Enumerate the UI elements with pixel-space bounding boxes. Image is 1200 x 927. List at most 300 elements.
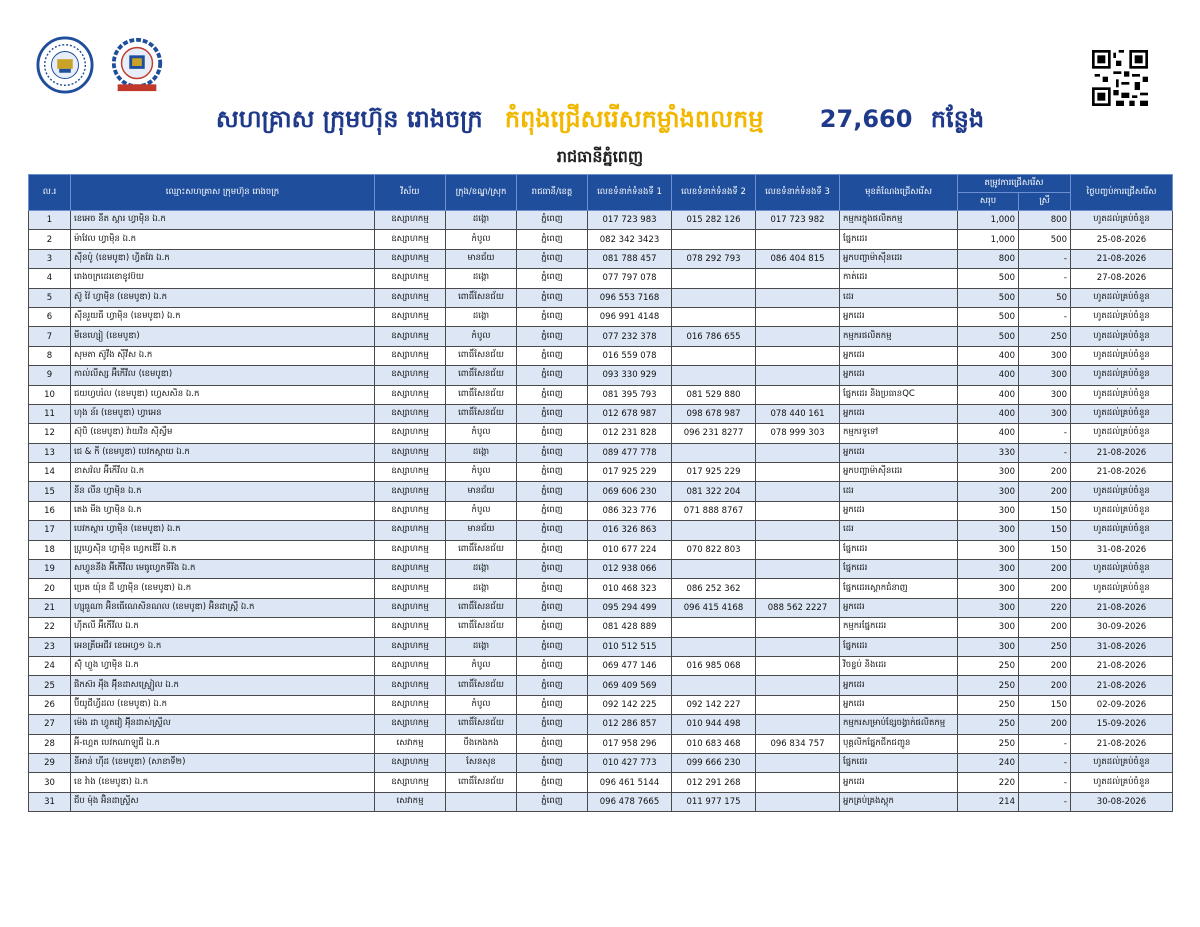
cell-province: ភ្នំពេញ	[517, 463, 588, 482]
cell-sector: ឧស្សាហកម្ម	[375, 424, 446, 443]
cell-position: កម្មករទូទៅ	[840, 424, 958, 443]
cell-female: -	[1019, 307, 1071, 326]
cell-position: អ្នកដេរ	[840, 598, 958, 617]
cell-district: ដង្កោ	[446, 211, 517, 230]
cell-company-name: រោងចក្រដេរខោខូវប៊យ	[71, 269, 375, 288]
cell-phone1: 082 342 3423	[588, 230, 672, 249]
cell-province: ភ្នំពេញ	[517, 656, 588, 675]
cell-phone3	[756, 269, 840, 288]
cell-district: ដង្កោ	[446, 443, 517, 462]
cell-phone2: 015 282 126	[672, 211, 756, 230]
cell-province: ភ្នំពេញ	[517, 327, 588, 346]
cell-sector: ឧស្សាហកម្ម	[375, 656, 446, 675]
table-row	[29, 288, 1173, 307]
cell-deadline: ហូតដល់គ្រប់ចំនួន	[1071, 501, 1173, 520]
cell-phone1: 017 723 983	[588, 211, 672, 230]
cell-phone3	[756, 715, 840, 734]
cell-position: អ្នកដេរ	[840, 307, 958, 326]
cell-female: -	[1019, 424, 1071, 443]
page-title	[0, 104, 1200, 139]
table-row	[29, 676, 1173, 695]
header-phone3: លេខទំនាក់ទំនងទី 3	[756, 175, 840, 211]
cell-total: 300	[958, 560, 1019, 579]
cell-company-name: អេនត្រីអេជីវ ខេអេហ្វ១ ឯ.ក	[71, 637, 375, 656]
cell-total: 330	[958, 443, 1019, 462]
cell-female: 200	[1019, 676, 1071, 695]
cell-deadline: 31-08-2026	[1071, 540, 1173, 559]
cell-phone2	[672, 288, 756, 307]
cell-district: បឹងកេងកង	[446, 734, 517, 753]
table-body	[29, 211, 1173, 812]
table-row	[29, 424, 1173, 443]
cell-phone2: 011 977 175	[672, 792, 756, 811]
cell-deadline: ហូតដល់គ្រប់ចំនួន	[1071, 424, 1173, 443]
cell-no: 15	[29, 482, 71, 501]
cell-total: 400	[958, 366, 1019, 385]
cell-phone1: 016 326 863	[588, 521, 672, 540]
cell-phone2	[672, 676, 756, 695]
cell-phone1: 096 478 7665	[588, 792, 672, 811]
cell-female: 200	[1019, 656, 1071, 675]
cell-phone1: 092 142 225	[588, 695, 672, 714]
cell-no: 11	[29, 404, 71, 423]
cell-deadline: 21-08-2026	[1071, 656, 1173, 675]
cell-deadline: ហូតដល់គ្រប់ចំនួន	[1071, 773, 1173, 792]
cell-no: 12	[29, 424, 71, 443]
cell-sector: ឧស្សាហកម្ម	[375, 753, 446, 772]
cell-female: 300	[1019, 346, 1071, 365]
cell-company-name: ប្រេត យ៉ុន ជី ហ្វាម៉ិន (ខេមបូឌា) ឯ.ក	[71, 579, 375, 598]
cell-district	[446, 792, 517, 811]
cell-no: 27	[29, 715, 71, 734]
cell-position: កម្មករផ្នែកដេរ	[840, 618, 958, 637]
cell-position: ផ្នែកដេរ	[840, 230, 958, 249]
cell-phone3	[756, 366, 840, 385]
cell-female: 500	[1019, 230, 1071, 249]
table-row	[29, 211, 1173, 230]
cell-phone1: 069 606 230	[588, 482, 672, 501]
cell-deadline: ហូតដល់គ្រប់ចំនួន	[1071, 579, 1173, 598]
cell-deadline: 15-09-2026	[1071, 715, 1173, 734]
cell-district: ពោធិ៍សែនជ័យ	[446, 346, 517, 365]
cell-company-name: ប្រូហ្វេស៊ិន ហ្វាម៉ិន ហ្វេកឌើរី ឯ.ក	[71, 540, 375, 559]
cell-phone2: 016 985 068	[672, 656, 756, 675]
cell-no: 30	[29, 773, 71, 792]
cell-position: កម្មករផលិតកម្ម	[840, 327, 958, 346]
cell-company-name: ស៊ីនប៉ូ (ខេមបូឌា) ហ្វិតវែរ ឯ.ក	[71, 249, 375, 268]
cell-phone2	[672, 366, 756, 385]
cell-sector: ឧស្សាហកម្ម	[375, 560, 446, 579]
cell-female: -	[1019, 792, 1071, 811]
qr-code-icon[interactable]	[1092, 50, 1148, 106]
cell-no: 18	[29, 540, 71, 559]
cell-phone2	[672, 346, 756, 365]
cell-phone3	[756, 385, 840, 404]
cell-phone2: 012 291 268	[672, 773, 756, 792]
header-district: ក្រុង/ខណ្ឌ/ស្រុក	[446, 175, 517, 211]
cell-position: ផ្នែកដេរ	[840, 637, 958, 656]
cell-district: កំបូល	[446, 327, 517, 346]
cell-female: -	[1019, 753, 1071, 772]
cell-position: កម្មករក្នុងផលិតកម្ម	[840, 211, 958, 230]
cell-phone2: 081 322 204	[672, 482, 756, 501]
cell-province: ភ្នំពេញ	[517, 230, 588, 249]
logo-group	[36, 36, 166, 94]
cell-position: កម្មករសម្រាប់ខ្សែចង្វាក់ផលិតកម្ម	[840, 715, 958, 734]
cell-sector: ឧស្សាហកម្ម	[375, 521, 446, 540]
cell-phone3	[756, 501, 840, 520]
cell-sector: សេវាកម្ម	[375, 792, 446, 811]
cell-total: 400	[958, 385, 1019, 404]
cell-phone3	[756, 560, 840, 579]
title-accent: កំពុងជ្រើសរើសកម្លាំងពលកម្ម	[504, 105, 764, 133]
cell-total: 214	[958, 792, 1019, 811]
cell-phone2	[672, 307, 756, 326]
cell-total: 300	[958, 637, 1019, 656]
table-row	[29, 792, 1173, 811]
nea-logo-icon	[108, 36, 166, 94]
cell-female: 150	[1019, 521, 1071, 540]
cell-province: ភ្នំពេញ	[517, 307, 588, 326]
cell-sector: ឧស្សាហកម្ម	[375, 676, 446, 695]
cell-sector: ឧស្សាហកម្ម	[375, 385, 446, 404]
cell-position: ផ្នែកដេរ	[840, 560, 958, 579]
table-row	[29, 560, 1173, 579]
cell-total: 300	[958, 598, 1019, 617]
cell-position: អ្នកដេរ	[840, 501, 958, 520]
cell-female: 200	[1019, 560, 1071, 579]
cell-deadline: 30-09-2026	[1071, 618, 1173, 637]
cell-deadline: 21-08-2026	[1071, 734, 1173, 753]
cell-sector: ឧស្សាហកម្ម	[375, 482, 446, 501]
cell-province: ភ្នំពេញ	[517, 501, 588, 520]
cell-phone1: 017 925 229	[588, 463, 672, 482]
cell-no: 13	[29, 443, 71, 462]
cell-phone1: 081 788 457	[588, 249, 672, 268]
cell-phone1: 010 468 323	[588, 579, 672, 598]
cell-phone3: 078 440 161	[756, 404, 840, 423]
cell-phone1: 012 678 987	[588, 404, 672, 423]
cell-province: ភ្នំពេញ	[517, 540, 588, 559]
cell-female: -	[1019, 443, 1071, 462]
cell-district: ពោធិ៍សែនជ័យ	[446, 618, 517, 637]
cell-phone3	[756, 482, 840, 501]
cell-total: 250	[958, 656, 1019, 675]
table-row	[29, 521, 1173, 540]
table-row	[29, 734, 1173, 753]
cell-position: អ្នកដេរ	[840, 695, 958, 714]
cell-company-name: ជេ & កី (ខេមបូឌា) បេវកស្តាយ ឯ.ក	[71, 443, 375, 462]
table-row	[29, 385, 1173, 404]
cell-phone2: 016 786 655	[672, 327, 756, 346]
cell-sector: ឧស្សាហកម្ម	[375, 540, 446, 559]
cell-phone1: 086 323 776	[588, 501, 672, 520]
cell-company-name: តេង មីង ហ្វាម៉ិន ឯ.ក	[71, 501, 375, 520]
cell-phone1: 096 991 4148	[588, 307, 672, 326]
cell-no: 26	[29, 695, 71, 714]
cell-sector: ឧស្សាហកម្ម	[375, 443, 446, 462]
cell-total: 500	[958, 288, 1019, 307]
cell-district: ពោធិ៍សែនជ័យ	[446, 773, 517, 792]
cell-position: អ្នកគ្រប់គ្រងស្តុក	[840, 792, 958, 811]
cell-district: ដង្កោ	[446, 269, 517, 288]
cell-deadline: ហូតដល់គ្រប់ចំនួន	[1071, 327, 1173, 346]
cell-no: 17	[29, 521, 71, 540]
cell-female: 150	[1019, 501, 1071, 520]
table-row	[29, 404, 1173, 423]
cell-female: 50	[1019, 288, 1071, 307]
cell-female: 150	[1019, 540, 1071, 559]
cell-district: កំបូល	[446, 463, 517, 482]
cell-position: អ្នកបញ្ជាម៉ាស៊ីនដេរ	[840, 249, 958, 268]
cell-female: -	[1019, 269, 1071, 288]
cell-phone2	[672, 230, 756, 249]
cell-position: បុគ្គលិកផ្នែកជីកជញ្ជូន	[840, 734, 958, 753]
cell-female: 220	[1019, 598, 1071, 617]
cell-sector: ឧស្សាហកម្ម	[375, 327, 446, 346]
cell-deadline: ហូតដល់គ្រប់ចំនួន	[1071, 482, 1173, 501]
cell-female: 300	[1019, 404, 1071, 423]
cell-phone2	[672, 618, 756, 637]
cell-province: ភ្នំពេញ	[517, 385, 588, 404]
cell-no: 3	[29, 249, 71, 268]
cell-phone1: 095 294 499	[588, 598, 672, 617]
cell-female: 200	[1019, 482, 1071, 501]
cell-phone1: 017 958 296	[588, 734, 672, 753]
cell-female: 200	[1019, 579, 1071, 598]
cell-deadline: ហូតដល់គ្រប់ចំនួន	[1071, 366, 1173, 385]
cell-female: 200	[1019, 463, 1071, 482]
cell-position: វិចខ្ចប់ និងដេរ	[840, 656, 958, 675]
cell-sector: ឧស្សាហកម្ម	[375, 695, 446, 714]
cell-position: អ្នកដេរ	[840, 346, 958, 365]
cell-district: កំបូល	[446, 230, 517, 249]
cell-province: ភ្នំពេញ	[517, 211, 588, 230]
header-phone1: លេខទំនាក់ទំនងទី 1	[588, 175, 672, 211]
cell-province: ភ្នំពេញ	[517, 269, 588, 288]
header-no: ល.រ	[29, 175, 71, 211]
cell-phone1: 012 231 828	[588, 424, 672, 443]
cell-company-name: ហ៊ីតលី អ៊ីកើវីល ឯ.ក	[71, 618, 375, 637]
cell-female: 300	[1019, 385, 1071, 404]
cell-no: 28	[29, 734, 71, 753]
cell-province: ភ្នំពេញ	[517, 773, 588, 792]
cell-phone3	[756, 753, 840, 772]
cell-total: 300	[958, 482, 1019, 501]
cell-district: ពោធិ៍សែនជ័យ	[446, 366, 517, 385]
cell-deadline: ហូតដល់គ្រប់ចំនួន	[1071, 753, 1173, 772]
cell-position: អ្នកដេរ	[840, 676, 958, 695]
table-row	[29, 501, 1173, 520]
cell-no: 31	[29, 792, 71, 811]
cell-position: ផ្នែកដេរស្តោកជំនាញ	[840, 579, 958, 598]
table-row	[29, 773, 1173, 792]
cell-total: 300	[958, 540, 1019, 559]
cell-province: ភ្នំពេញ	[517, 366, 588, 385]
cell-phone1: 081 428 889	[588, 618, 672, 637]
cell-district: ដង្កោ	[446, 307, 517, 326]
cell-company-name: នីអាន់ ហ៊ីដ (ខេមបូឌា) (សាខាទី២)	[71, 753, 375, 772]
cell-total: 1,000	[958, 211, 1019, 230]
cell-phone3	[756, 288, 840, 307]
cell-phone1: 096 461 5144	[588, 773, 672, 792]
cell-phone1: 077 232 378	[588, 327, 672, 346]
cell-no: 2	[29, 230, 71, 249]
cell-sector: ឧស្សាហកម្ម	[375, 463, 446, 482]
table-row	[29, 753, 1173, 772]
table-row	[29, 463, 1173, 482]
job-table	[28, 174, 1173, 812]
header-phone2: លេខទំនាក់ទំនងទី 2	[672, 175, 756, 211]
cell-sector: ឧស្សាហកម្ម	[375, 404, 446, 423]
cell-province: ភ្នំពេញ	[517, 482, 588, 501]
table-row	[29, 695, 1173, 714]
cell-total: 400	[958, 346, 1019, 365]
cell-total: 240	[958, 753, 1019, 772]
cell-deadline: 02-09-2026	[1071, 695, 1173, 714]
cell-province: ភ្នំពេញ	[517, 618, 588, 637]
cell-phone1: 012 938 066	[588, 560, 672, 579]
cell-phone3	[756, 540, 840, 559]
table-row	[29, 249, 1173, 268]
cell-company-name: ម៉ាវែល ហ្វាម៉ិន ឯ.ក	[71, 230, 375, 249]
cell-no: 6	[29, 307, 71, 326]
cell-sector: ឧស្សាហកម្ម	[375, 773, 446, 792]
cell-phone3	[756, 230, 840, 249]
cell-deadline: 21-08-2026	[1071, 443, 1173, 462]
cell-deadline: 21-08-2026	[1071, 249, 1173, 268]
cell-no: 21	[29, 598, 71, 617]
cell-province: ភ្នំពេញ	[517, 249, 588, 268]
cell-province: ភ្នំពេញ	[517, 792, 588, 811]
total-count: 27,660	[819, 105, 913, 133]
cell-phone2: 099 666 230	[672, 753, 756, 772]
cell-district: ដង្កោ	[446, 637, 517, 656]
cell-total: 500	[958, 307, 1019, 326]
cell-no: 14	[29, 463, 71, 482]
cell-phone1: 077 797 078	[588, 269, 672, 288]
cell-phone3: 088 562 2227	[756, 598, 840, 617]
cell-phone3	[756, 637, 840, 656]
cell-position: ផ្នែកដេរ	[840, 540, 958, 559]
cell-no: 7	[29, 327, 71, 346]
table-row	[29, 327, 1173, 346]
cell-phone2: 010 683 468	[672, 734, 756, 753]
cell-district: កំបូល	[446, 695, 517, 714]
cell-sector: ឧស្សាហកម្ម	[375, 715, 446, 734]
cell-total: 250	[958, 734, 1019, 753]
cell-position: ដេរ	[840, 521, 958, 540]
cell-phone1: 012 286 857	[588, 715, 672, 734]
cell-sector: ឧស្សាហកម្ម	[375, 307, 446, 326]
cell-phone1: 010 512 515	[588, 637, 672, 656]
cell-sector: ឧស្សាហកម្ម	[375, 579, 446, 598]
cell-province: ភ្នំពេញ	[517, 560, 588, 579]
cell-province: ភ្នំពេញ	[517, 753, 588, 772]
cell-no: 25	[29, 676, 71, 695]
cell-deadline: ហូតដល់គ្រប់ចំនួន	[1071, 560, 1173, 579]
cell-total: 220	[958, 773, 1019, 792]
cell-deadline: ហូតដល់គ្រប់ចំនួន	[1071, 385, 1173, 404]
cell-phone3	[756, 618, 840, 637]
cell-female: 300	[1019, 366, 1071, 385]
cell-no: 22	[29, 618, 71, 637]
cell-phone3	[756, 443, 840, 462]
table-header	[29, 175, 1173, 211]
cell-company-name: ស៊ីនរួយធី ហ្វាម៉ិន (ខេមបូឌា) ឯ.ក	[71, 307, 375, 326]
cell-company-name: ហ្សុធួណា អ៊ិនធើណេសិនណល (ខេមបូឌា) អ៊ិនដាស្ត្រី ឯ.ក	[71, 598, 375, 617]
cell-phone2: 098 678 987	[672, 404, 756, 423]
cell-phone2: 096 415 4168	[672, 598, 756, 617]
cell-phone2	[672, 560, 756, 579]
cell-phone2	[672, 269, 756, 288]
cell-sector: ឧស្សាហកម្ម	[375, 269, 446, 288]
cell-phone1: 081 395 793	[588, 385, 672, 404]
cell-deadline: 21-08-2026	[1071, 676, 1173, 695]
cell-phone1: 096 553 7168	[588, 288, 672, 307]
table-row	[29, 346, 1173, 365]
cell-company-name: ខេអេច នីត ស្តារ ហ្វាម៉ិន ឯ.ក	[71, 211, 375, 230]
cell-district: ពោធិ៍សែនជ័យ	[446, 404, 517, 423]
cell-female: 200	[1019, 715, 1071, 734]
cell-female: -	[1019, 734, 1071, 753]
cell-position: ផ្នែកដេរ និងប្រធានQC	[840, 385, 958, 404]
cell-phone2: 010 944 498	[672, 715, 756, 734]
cell-province: ភ្នំពេញ	[517, 443, 588, 462]
cell-female: 250	[1019, 637, 1071, 656]
header-sector: វិស័យ	[375, 175, 446, 211]
cell-province: ភ្នំពេញ	[517, 695, 588, 714]
cell-sector: ឧស្សាហកម្ម	[375, 366, 446, 385]
cell-phone3: 017 723 982	[756, 211, 840, 230]
cell-no: 29	[29, 753, 71, 772]
cell-company-name: សុមតា ស៊ូវីង ស៊ីវីស ឯ.ក	[71, 346, 375, 365]
table-row	[29, 598, 1173, 617]
cell-female: 200	[1019, 618, 1071, 637]
cell-phone3	[756, 307, 840, 326]
cell-company-name: អ៊ី-ហ្គេត បេវកណាឡូជី ឯ.ក	[71, 734, 375, 753]
cell-sector: ឧស្សាហកម្ម	[375, 288, 446, 307]
cell-province: ភ្នំពេញ	[517, 598, 588, 617]
cell-company-name: សហ្វូននីង អ៊ីកើវីល មេធូហ្វេកទីរីង ឯ.ក	[71, 560, 375, 579]
cell-phone3	[756, 327, 840, 346]
cell-phone1: 093 330 929	[588, 366, 672, 385]
cell-deadline: 27-08-2026	[1071, 269, 1173, 288]
cell-sector: ឧស្សាហកម្ម	[375, 618, 446, 637]
cell-phone1: 010 427 773	[588, 753, 672, 772]
cell-phone1: 010 677 224	[588, 540, 672, 559]
cell-position: អ្នកដេរ	[840, 773, 958, 792]
cell-deadline: ហូតដល់គ្រប់ចំនួន	[1071, 521, 1173, 540]
cell-company-name: នីន លីន ហ្វាម៉ិន ឯ.ក	[71, 482, 375, 501]
cell-deadline: 25-08-2026	[1071, 230, 1173, 249]
cell-district: សែនសុខ	[446, 753, 517, 772]
header-name: ឈ្មោះសហគ្រាស ក្រុមហ៊ុន រោងចក្រ	[71, 175, 375, 211]
cell-deadline: 31-08-2026	[1071, 637, 1173, 656]
cell-deadline: ហូតដល់គ្រប់ចំនួន	[1071, 307, 1173, 326]
table-row	[29, 579, 1173, 598]
cell-deadline: ហូតដល់គ្រប់ចំនួន	[1071, 346, 1173, 365]
cell-no: 19	[29, 560, 71, 579]
table-row	[29, 269, 1173, 288]
cell-female: 250	[1019, 327, 1071, 346]
cell-no: 5	[29, 288, 71, 307]
cell-phone2	[672, 637, 756, 656]
cell-phone3	[756, 579, 840, 598]
cell-total: 400	[958, 424, 1019, 443]
cell-position: កាត់ដេរ	[840, 269, 958, 288]
table-row	[29, 230, 1173, 249]
